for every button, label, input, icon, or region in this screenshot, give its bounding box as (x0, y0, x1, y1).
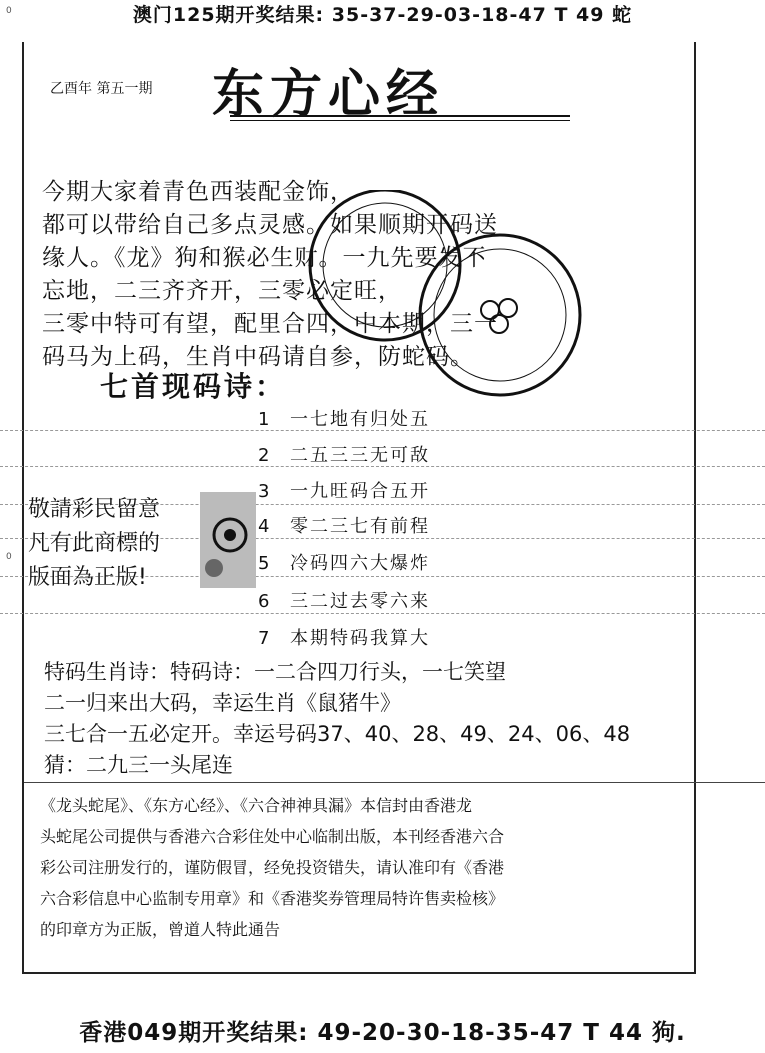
poem-title: 七首现码诗： (100, 370, 287, 403)
poem-number: 1 (258, 409, 270, 430)
title-rule (230, 115, 570, 117)
poem-line (258, 441, 430, 467)
special-line: 特码生肖诗：特码诗：一二合四刀行头，一七笑望 (44, 660, 506, 684)
poem-number: 5 (258, 553, 270, 574)
section-divider (24, 782, 765, 783)
disclaimer-line: 六合彩信息中心监制专用章》和《香港奖券管理局特许售卖检核》 (40, 889, 505, 908)
poem-number: 4 (258, 516, 270, 537)
disclaimer (40, 790, 680, 945)
margin-mark: 0 (6, 6, 12, 16)
disclaimer-line: 彩公司注册发行的，谨防假冒，经免投资错失，请认准印有《香港 (40, 858, 505, 877)
poem-line (258, 624, 430, 650)
intro-line: 忘地，二三齐齐开，三零必定旺， (42, 278, 402, 304)
hongkong-result-banner: 香港049期开奖结果: 49-20-30-18-35-47 T 44 狗. (79, 1020, 686, 1046)
special-line: 三七合一五必定开。幸运号码37、40、28、49、24、06、48 (44, 722, 631, 746)
fold-line (0, 613, 765, 614)
page-title: 东方心经 (212, 64, 445, 125)
poem-line (258, 512, 430, 538)
poem-number: 6 (258, 591, 270, 612)
intro-line: 今期大家着青色西装配金饰， (42, 179, 354, 205)
disclaimer-line: 《龙头蛇尾》、《东方心经》、《六合神神具漏》本信封由香港龙 (40, 796, 473, 815)
intro-paragraph (42, 176, 692, 374)
poem-number: 7 (258, 628, 270, 649)
special-number-poem (44, 657, 694, 781)
trademark-logo-icon (198, 490, 258, 590)
special-line: 猜：二九三一头尾连 (44, 753, 233, 777)
intro-line: 码马为上码，生肖中码请自参，防蛇码。 (42, 344, 474, 370)
intro-line: 缘人。《龙》狗和猴必生财。一九先要发不 (42, 245, 487, 271)
issue-label: 乙酉年 第五一期 (50, 81, 153, 97)
disclaimer-line: 的印章方为正版，曾道人特此通告 (40, 920, 281, 939)
poem-line (258, 549, 430, 575)
poem-text: 本期特码我算大 (290, 628, 430, 649)
special-line: 二一归来出大码，幸运生肖《鼠猪牛》 (44, 691, 401, 715)
intro-line: 都可以带给自己多点灵感。如果顺期开码送 (42, 212, 498, 238)
notice-line: 敬請彩民留意 (28, 497, 161, 522)
notice-line: 版面為正版! (28, 565, 147, 590)
poem-line (258, 405, 430, 431)
fold-line (0, 466, 765, 467)
poem-number: 2 (258, 445, 270, 466)
macau-result-banner: 澳门125期开奖结果: 35-37-29-03-18-47 T 49 蛇 (132, 4, 633, 26)
intro-line: 三零中特可有望，配里合四，中本期，三一 (42, 311, 498, 337)
poem-text: 一九旺码合五开 (290, 481, 430, 502)
poem-text: 二五三三无可敌 (290, 445, 430, 466)
poem-text: 一七地有归处五 (290, 409, 430, 430)
title-rule (230, 120, 570, 121)
poem-text: 冷码四六大爆炸 (290, 553, 430, 574)
poem-line (258, 587, 430, 613)
poem-number: 3 (258, 481, 270, 502)
disclaimer-line: 头蛇尾公司提供与香港六合彩住处中心临制出版，本刊经香港六合 (40, 827, 505, 846)
fold-line (0, 430, 765, 431)
authenticity-notice (28, 493, 213, 595)
margin-mark: 0 (6, 552, 12, 562)
poem-line (258, 477, 430, 503)
notice-line: 凡有此商標的 (28, 531, 161, 556)
poem-text: 零二三七有前程 (290, 516, 430, 537)
poem-text: 三二过去零六来 (290, 591, 430, 612)
